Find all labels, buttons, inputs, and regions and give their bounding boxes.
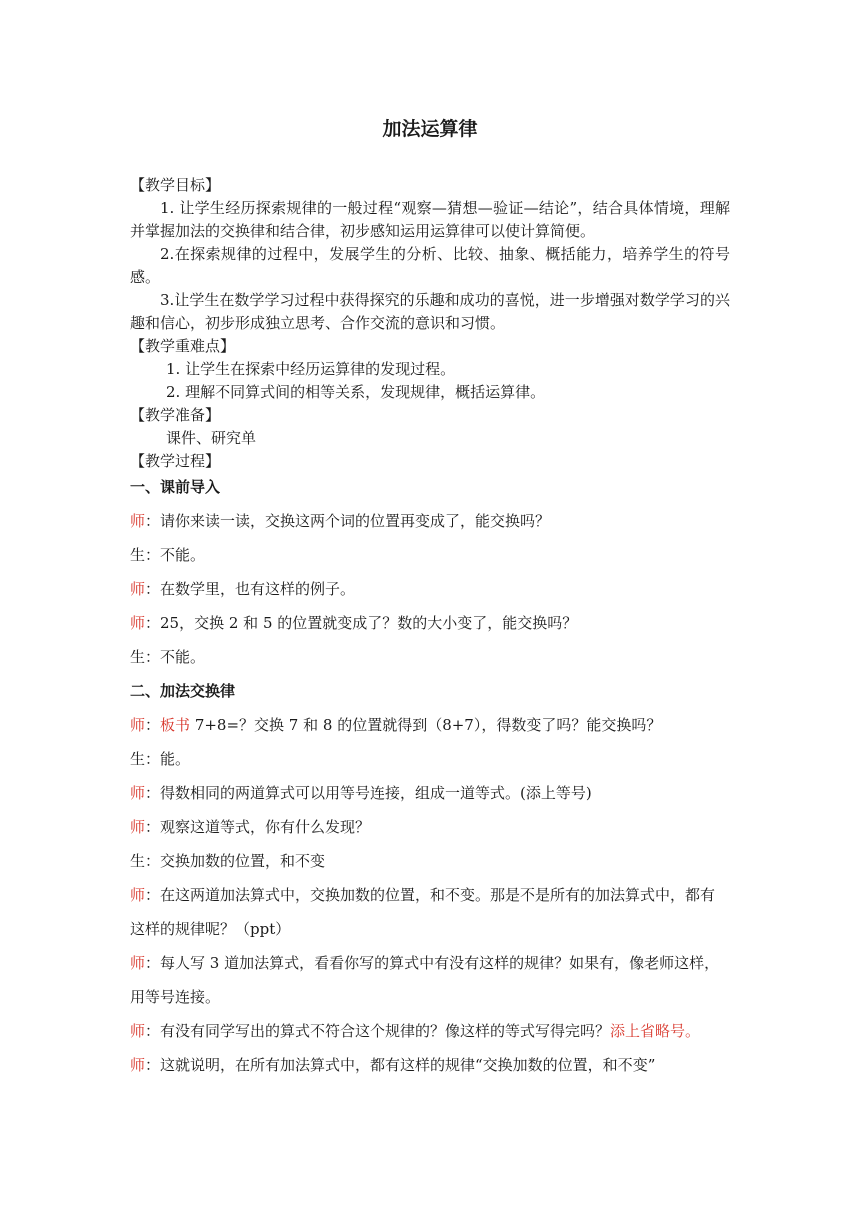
dialogue-line: [130, 844, 730, 878]
dialogue-text: ：每人写 3 道加法算式，看看你写的算式中有没有这样的规律？如果有，像老师这样，用等号连接。: [130, 954, 720, 1006]
speaker-teacher: 师: [130, 818, 146, 836]
dialogue-line: [130, 606, 730, 640]
dialogue-line: [130, 1048, 730, 1082]
key-point-item-1: 1. 让学生在探索中经历运算律的发现过程。: [166, 360, 456, 378]
objective-item-1: 1. 让学生经历探索规律的一般过程“观察—猜想—验证—结论”，结合具体情境，理解并掌握加法的交换律和结合律，初步感知运用运算律可以使计算简便。: [130, 199, 730, 240]
document-title: 加法运算律: [382, 118, 478, 140]
section-intro: [130, 470, 730, 674]
dialogue-line: [130, 572, 730, 606]
speaker-student: 生: [130, 546, 146, 564]
dialogue-text: ：能。: [145, 750, 191, 768]
dialogue-line: [130, 504, 730, 538]
preparation-heading: 【教学准备】: [130, 406, 221, 424]
dialogue-text: ：在这两道加法算式中，交换加数的位置，和不变。那是不是所有的加法算式中，都有这样的规律呢？（ppt）: [130, 886, 716, 938]
dialogue-line: [130, 742, 730, 776]
dialogue-text: ：不能。: [145, 648, 206, 666]
speaker-teacher: 师: [130, 512, 146, 530]
dialogue-text: ：25，交换 2 和 5 的位置就变成了？数的大小变了，能交换吗？: [145, 614, 578, 632]
dialogue-text: ：有没有同学写出的算式不符合这个规律的？像这样的等式写得完吗？: [145, 1022, 611, 1040]
key-points-heading: 【教学重难点】: [130, 337, 236, 355]
dialogue-line: [130, 946, 730, 1014]
speaker-teacher: 师: [130, 954, 146, 972]
dialogue-line: [130, 810, 730, 844]
lesson-plan-header-block: [130, 174, 730, 473]
dialogue-text: ：得数相同的两道算式可以用等号连接，组成一道等式。(添上等号): [145, 784, 592, 802]
speaker-student: 生: [130, 648, 146, 666]
emphasis-note: 添上省略号。: [610, 1022, 701, 1040]
objectives-heading: 【教学目标】: [130, 176, 221, 194]
section-heading: 二、加法交换律: [130, 682, 236, 700]
speaker-student: 生: [130, 852, 146, 870]
speaker-teacher: 师: [130, 580, 146, 598]
speaker-teacher: 师: [130, 1022, 146, 1040]
section-commutative-law: [130, 674, 730, 1082]
dialogue-line: [130, 1014, 730, 1048]
dialogue-text: ：交换加数的位置，和不变: [145, 852, 326, 870]
preparation-text: 课件、研究单: [166, 429, 257, 447]
dialogue-text: ：请你来读一读，交换这两个词的位置再变成了，能交换吗？: [145, 512, 551, 530]
dialogue-line: [130, 776, 730, 810]
dialogue-line: [130, 878, 730, 946]
key-point-item-2: 2. 理解不同算式间的相等关系，发现规律，概括运算律。: [166, 383, 546, 401]
section-heading: 一、课前导入: [130, 478, 221, 496]
dialogue-text: 7+8=？交换 7 和 8 的位置就得到（8+7），得数变了吗？能交换吗？: [190, 716, 662, 734]
board-note: 板书: [160, 716, 191, 734]
dialogue-line: [130, 538, 730, 572]
dialogue-text: ：观察这道等式，你有什么发现？: [145, 818, 371, 836]
objective-item-3: 3.让学生在数学学习过程中获得探究的乐趣和成功的喜悦，进一步增强对数学学习的兴趣和信心，初步形成独立思考、合作交流的意识和习惯。: [130, 291, 730, 332]
speaker-teacher: 师: [130, 886, 146, 904]
dialogue-text: ：不能。: [145, 546, 206, 564]
process-heading: 【教学过程】: [130, 452, 221, 470]
dialogue-line: 师：板书 7+8=？交换 7 和 8 的位置就得到（8+7），得数变了吗？能交换吗？: [130, 716, 662, 734]
speaker-teacher: 师: [130, 1056, 146, 1074]
dialogue-text: ：在数学里，也有这样的例子。: [145, 580, 356, 598]
objective-item-2: 2.在探索规律的过程中，发展学生的分析、比较、抽象、概括能力，培养学生的符号感。: [130, 245, 730, 286]
dialogue-text: ：这就说明，在所有加法算式中，都有这样的规律“交换加数的位置，和不变”: [145, 1056, 656, 1074]
speaker-teacher: 师: [130, 614, 146, 632]
speaker-teacher: 师: [130, 784, 146, 802]
speaker-student: 生: [130, 750, 146, 768]
speaker-teacher: 师: [130, 716, 146, 734]
dialogue-line: [130, 640, 730, 674]
